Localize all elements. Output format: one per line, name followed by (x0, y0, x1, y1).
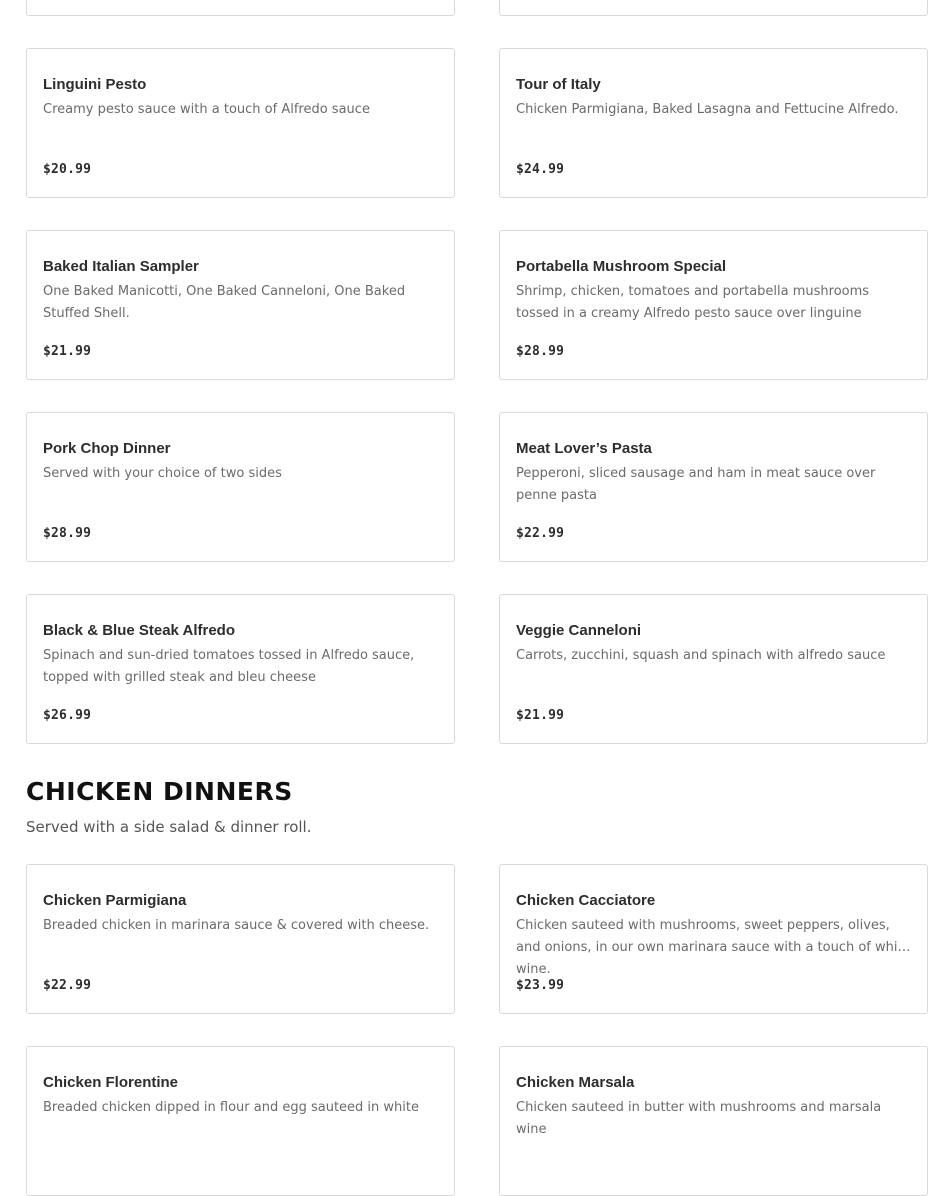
menu-item-name: Chicken Cacciatore (516, 892, 656, 909)
menu-item-price: $21.99 (516, 708, 565, 723)
menu-item-description: Breaded chicken in marinara sauce & covered with cheese. (43, 918, 430, 933)
menu-item-name: Meat Lover’s Pasta (516, 440, 652, 457)
menu-item-description: One Baked Manicotti, One Baked Canneloni, One Baked Stuffed Shell. (43, 284, 406, 321)
menu-item-price: $23.99 (516, 978, 565, 993)
section-title: CHICKEN DINNERS (26, 777, 293, 806)
menu-item-price: $20.99 (43, 162, 92, 177)
menu-item-description: Breaded chicken dipped in flour and egg sauteed in white (43, 1100, 419, 1115)
menu-item-card[interactable] (499, 48, 928, 198)
section-subtitle: Served with a side salad & dinner roll. (26, 818, 312, 836)
menu-item-card[interactable] (499, 864, 928, 1014)
menu-item-card[interactable] (499, 1046, 928, 1196)
menu-item-description: Carrots, zucchini, squash and spinach with alfredo sauce (516, 648, 886, 663)
menu-item-description: Chicken sauteed with mushrooms, sweet peppers, olives, and onions, in our own marinara sauce with a touch of white wine. (516, 918, 911, 977)
menu-item-price: $22.99 (43, 978, 92, 993)
menu-item-card[interactable] (499, 230, 928, 380)
menu-item-price: $24.99 (516, 162, 565, 177)
menu-item-description: Chicken Parmigiana, Baked Lasagna and Fettucine Alfredo. (516, 102, 899, 117)
menu-item-price: $28.99 (43, 526, 92, 541)
menu-item-price: $22.99 (516, 526, 565, 541)
menu-item-description: Pepperoni, sliced sausage and ham in meat sauce over penne pasta (516, 466, 876, 503)
menu-item-card[interactable] (499, 594, 928, 744)
menu-item-card[interactable] (499, 412, 928, 562)
menu-item-card[interactable] (26, 594, 455, 744)
menu-item-description: Spinach and sun-dried tomatoes tossed in Alfredo sauce, topped with grilled steak and bleu cheese (43, 648, 415, 685)
menu-item-price: $21.99 (43, 344, 92, 359)
menu-item-description: Chicken sauteed in butter with mushrooms and marsala wine (516, 1100, 882, 1137)
menu-item-card[interactable] (26, 230, 455, 380)
menu-item-name: Chicken Florentine (43, 1074, 179, 1091)
menu-item-name: Tour of Italy (516, 76, 601, 93)
menu-item-name: Portabella Mushroom Special (516, 258, 727, 275)
menu-item-name: Veggie Canneloni (516, 622, 642, 639)
menu-item-card[interactable] (26, 864, 455, 1014)
menu-item-description: Creamy pesto sauce with a touch of Alfredo sauce (43, 102, 370, 117)
menu-item-card[interactable] (26, 48, 455, 198)
menu-item-name: Chicken Marsala (516, 1074, 635, 1091)
menu-item-description: Shrimp, chicken, tomatoes and portabella mushrooms tossed in a creamy Alfredo pesto sauce over linguine (516, 284, 870, 321)
menu-item-card-partial[interactable] (499, 0, 928, 16)
menu-item-card[interactable] (26, 1046, 455, 1196)
menu-item-name: Chicken Parmigiana (43, 892, 187, 909)
menu-item-name: Baked Italian Sampler (43, 258, 199, 275)
menu-item-name: Linguini Pesto (43, 76, 147, 93)
menu-item-price: $28.99 (516, 344, 565, 359)
menu-item-name: Pork Chop Dinner (43, 440, 171, 457)
menu-item-name: Black & Blue Steak Alfredo (43, 622, 236, 639)
menu-item-card-partial[interactable] (26, 0, 455, 16)
menu-item-card[interactable] (26, 412, 455, 562)
menu-item-price: $26.99 (43, 708, 92, 723)
menu-item-description: Served with your choice of two sides (43, 466, 282, 481)
